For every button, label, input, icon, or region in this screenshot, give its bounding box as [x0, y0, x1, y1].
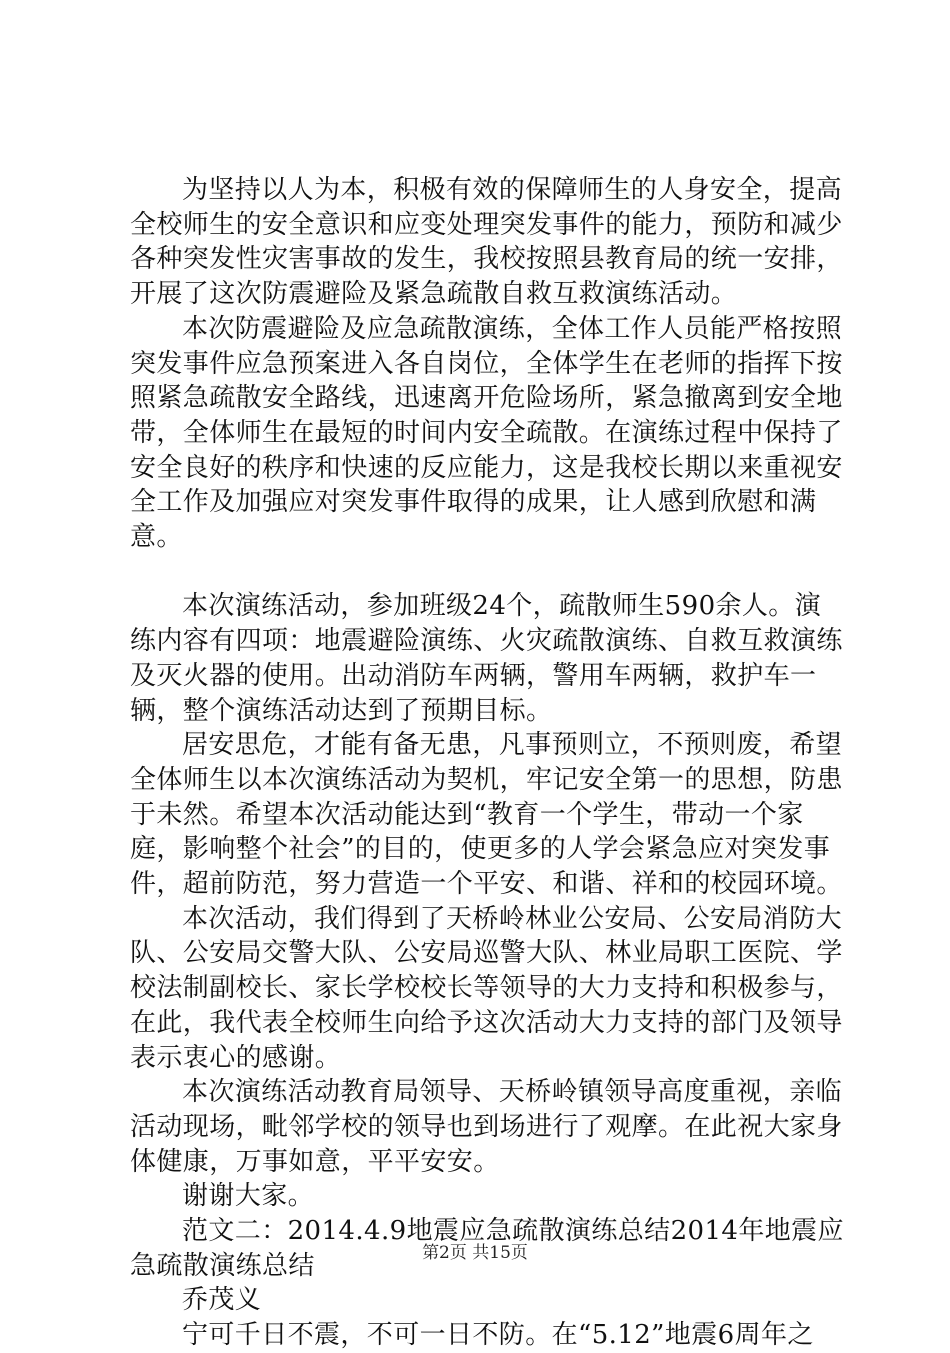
- paragraph-leaders: 本次演练活动教育局领导、天桥岭镇领导高度重视，亲临活动现场，毗邻学校的领导也到场进行了观摩。在此祝大家身体健康，万事如意，平平安安。: [130, 1077, 843, 1177]
- paragraph-drill-details: 本次演练活动，参加班级24个，疏散师生590余人。演练内容有四项：地震避险演练、火灾疏散演练、自救互救演练及灭火器的使用。出动消防车两辆，警用车两辆，救护车一辆，整个演练活动达到了预期目标。: [130, 591, 843, 726]
- paragraph-sample-two-start: 宁可千日不震，不可一日不防。在“5.12”地震6周年之: [182, 1320, 814, 1351]
- paragraph-hopes: 居安思危，才能有备无患，凡事预则立，不预则废，希望全体师生以本次演练活动为契机，牢记安全第一的思想，防患于未然。希望本次活动能达到“教育一个学生，带动一个家庭，影响整个社会”的目的，使更多的人学会紧急应对突发事件，超前防范，努力营造一个平安、和谐、祥和的校园环境。: [130, 730, 843, 900]
- paragraph-thanks-support: 本次活动，我们得到了天桥岭林业公安局、公安局消防大队、公安局交警大队、公安局巡警大队、林业局职工医院、学校法制副校长、家长学校校长等领导的大力支持和积极参与，在此，我代表全校师生向给予这次活动大力支持的部门及领导表示衷心的感谢。: [130, 903, 843, 1073]
- paragraph-closing: 谢谢大家。: [182, 1181, 315, 1212]
- paragraph-author: 乔茂义: [182, 1285, 262, 1316]
- page-number-footer: 第2页 共15页: [422, 1243, 528, 1263]
- paragraph-drill-performance: 本次防震避险及应急疏散演练，全体工作人员能严格按照突发事件应急预案进入各自岗位，全体学生在老师的指挥下按照紧急疏散安全路线，迅速离开危险场所，紧急撤离到安全地带，全体师生在最短的时间内安全疏散。在演练过程中保持了安全良好的秩序和快速的反应能力，这是我校长期以来重视安全工作及加强应对突发事件取得的成果，让人感到欣慰和满意。: [130, 313, 843, 553]
- paragraph-sample-two-title: 范文二：2014.4.9地震应急疏散演练总结2014年地震应急疏散演练总结: [130, 1216, 844, 1281]
- paragraph-spacer: [130, 555, 845, 590]
- paragraph-intro: 为坚持以人为本，积极有效的保障师生的人身安全，提高全校师生的安全意识和应变处理突发事件的能力，预防和减少各种突发性灾害事故的发生，我校按照县教育局的统一安排，开展了这次防震避险及紧急疏散自救互救演练活动。: [130, 175, 843, 310]
- document-body: [130, 173, 845, 1353]
